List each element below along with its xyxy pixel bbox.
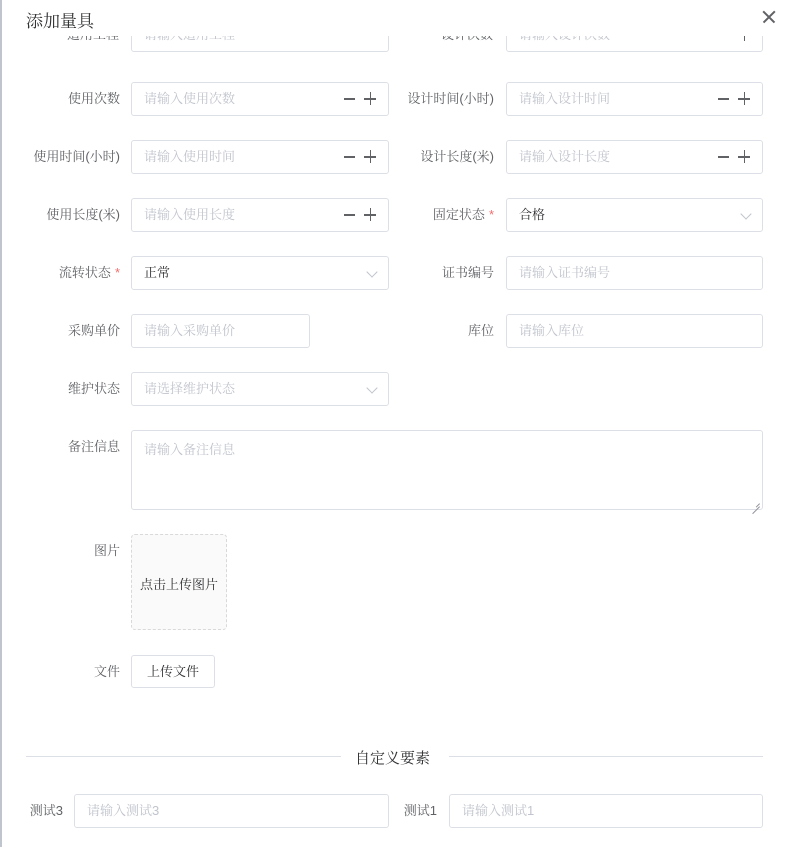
cert-no-label: 证书编号 [441,265,494,280]
remarks-label: 备注信息 [67,439,120,454]
resize-handle-icon[interactable] [752,499,760,507]
dialog-header [2,0,790,36]
upload-image-text: 点击上传图片 [139,577,218,592]
flow-status-select[interactable]: 正常 [131,256,389,290]
use-length-stepper[interactable] [344,207,378,223]
image-upload-area[interactable] [131,534,227,630]
design-time-stepper[interactable] [718,91,752,107]
form-row [0,140,790,174]
plus-icon[interactable] [364,150,377,163]
fixed-status-label: 固定状态 * [432,207,494,222]
use-count-input[interactable]: 请输入使用次数 [131,82,389,116]
chevron-down-icon [366,266,377,277]
plus-icon[interactable] [364,92,377,105]
form-row [0,372,790,406]
maintenance-status-select[interactable]: 请选择维护状态 [131,372,389,406]
plus-icon[interactable] [738,150,751,163]
unit-price-input[interactable]: 请输入采购单价 [131,314,310,348]
use-time-stepper[interactable] [344,149,378,165]
custom-field-input[interactable]: 请输入测试3 [74,794,389,828]
required-mark: * [488,207,494,222]
plus-icon[interactable] [738,92,751,105]
chevron-down-icon [366,382,377,393]
form-row [0,82,790,116]
design-time-label: 设计时间(小时) [407,91,494,106]
use-time-label: 使用时间(小时) [33,149,120,164]
minus-icon[interactable] [344,214,355,216]
form-row [0,256,790,290]
minus-icon[interactable] [718,98,729,100]
chevron-down-icon [740,208,751,219]
custom-section-title: 自定义要素 [355,750,431,767]
remarks-textarea[interactable]: 请输入备注信息 [131,430,763,510]
location-input[interactable]: 请输入库位 [506,314,763,348]
upload-file-button[interactable]: 上传文件 [131,655,215,688]
design-time-input[interactable]: 请输入设计时间 [506,82,763,116]
custom-field-input[interactable]: 请输入测试1 [449,794,763,828]
cert-no-input[interactable]: 请输入证书编号 [506,256,763,290]
use-length-input[interactable]: 请输入使用长度 [131,198,389,232]
dialog-title: 添加量具 [26,12,94,31]
divider-line [449,756,763,757]
plus-icon[interactable] [364,208,377,221]
use-length-label: 使用长度(米) [46,207,120,222]
close-icon[interactable] [760,8,778,26]
form-row [0,198,790,232]
flow-status-label: 流转状态 * [58,265,120,280]
page-edge [0,0,2,847]
divider-line [26,756,341,757]
custom-form-row [0,794,790,828]
use-count-label: 使用次数 [67,91,120,106]
file-label: 文件 [93,664,120,679]
design-length-input[interactable]: 请输入设计长度 [506,140,763,174]
use-count-stepper[interactable] [344,91,378,107]
maintenance-status-label: 维护状态 [67,381,120,396]
custom-field-label: 测试1 [403,803,437,818]
custom-field-label: 测试3 [29,803,63,818]
image-label: 图片 [93,543,120,558]
minus-icon[interactable] [718,156,729,158]
unit-price-label: 采购单价 [67,323,120,338]
form-row [0,314,790,348]
minus-icon[interactable] [344,156,355,158]
use-time-input[interactable]: 请输入使用时间 [131,140,389,174]
design-length-stepper[interactable] [718,149,752,165]
fixed-status-select[interactable]: 合格 [506,198,763,232]
design-length-label: 设计长度(米) [420,149,494,164]
minus-icon[interactable] [344,98,355,100]
location-label: 库位 [467,323,494,338]
required-mark: * [114,265,120,280]
